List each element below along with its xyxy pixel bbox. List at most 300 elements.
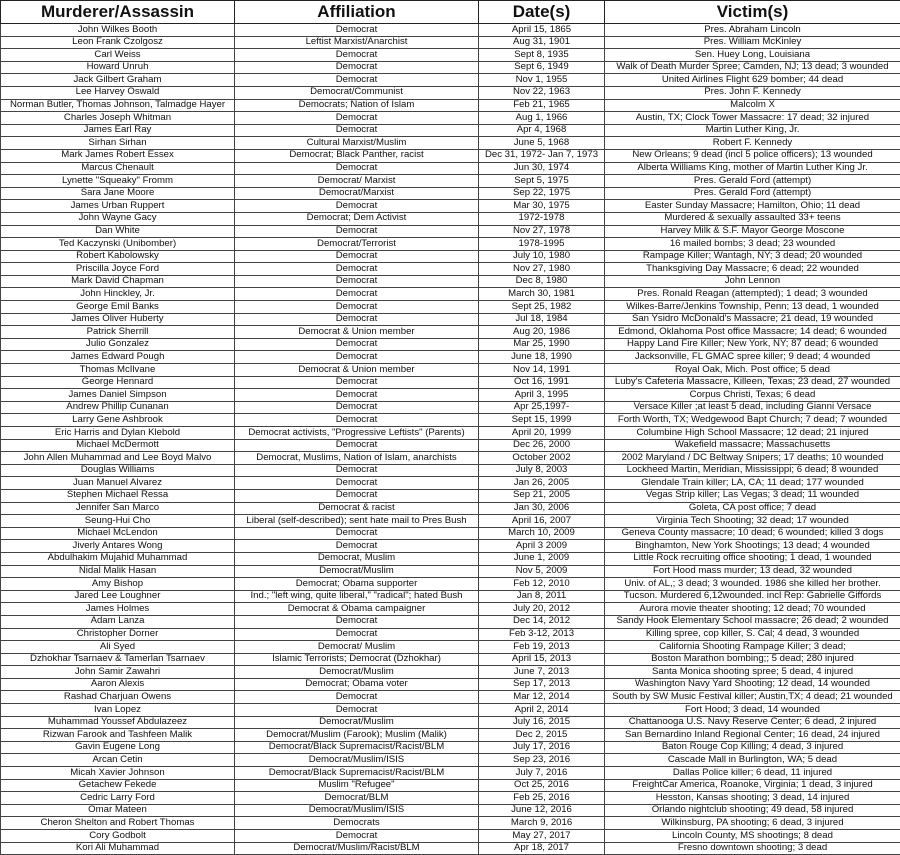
affiliation-cell: Democrat: [235, 477, 479, 490]
table-row: [1, 200, 900, 213]
murderer-cell: Juan Manuel Alvarez: [1, 477, 235, 490]
victims-cell: Jacksonville, FL GMAC spree killer; 9 dead; 4 wounded: [605, 351, 900, 364]
victims-cell: Baton Rouge Cop Killing; 4 dead, 3 injured: [605, 741, 900, 754]
date-cell: Dec 31, 1972- Jan 7, 1973: [479, 149, 605, 162]
table-row: [1, 112, 900, 125]
victims-cell: Royal Oak, Mich. Post office; 5 dead: [605, 364, 900, 377]
murderer-cell: Cheron Shelton and Robert Thomas: [1, 817, 235, 830]
affiliation-cell: Democrat/Communist: [235, 86, 479, 99]
murderer-cell: John Wilkes Booth: [1, 24, 235, 37]
date-cell: Jan 26, 2005: [479, 477, 605, 490]
table-row: [1, 464, 900, 477]
murderer-cell: Cedric Larry Ford: [1, 792, 235, 805]
murderer-cell: George Hennard: [1, 376, 235, 389]
affiliation-cell: Democrat: [235, 74, 479, 87]
table-row: [1, 641, 900, 654]
affiliation-cell: Democrat, Muslims, Nation of Islam, anarchists: [235, 452, 479, 465]
date-cell: Nov 27, 1980: [479, 263, 605, 276]
victims-cell: Wilkes-Barre/Jenkins Township, Penn; 13 dead, 1 wounded: [605, 301, 900, 314]
affiliation-cell: Democrat/ Muslim: [235, 641, 479, 654]
murderer-cell: Dan White: [1, 225, 235, 238]
murderer-cell: John Samir Zawahri: [1, 666, 235, 679]
date-cell: Sept 8, 1935: [479, 49, 605, 62]
table-row: [1, 175, 900, 188]
table-row: [1, 49, 900, 62]
date-cell: April 3 2009: [479, 540, 605, 553]
victims-cell: 16 mailed bombs; 3 dead; 23 wounded: [605, 238, 900, 251]
murderer-cell: Aaron Alexis: [1, 678, 235, 691]
date-cell: Nov 14, 1991: [479, 364, 605, 377]
murderer-cell: Marcus Chenault: [1, 162, 235, 175]
affiliation-cell: Democrat: [235, 527, 479, 540]
header-murderer-assassin: Murderer/Assassin: [1, 1, 235, 24]
table-row: [1, 792, 900, 805]
date-cell: Apr 4, 1968: [479, 124, 605, 137]
murderer-cell: John Hinckley, Jr.: [1, 288, 235, 301]
murderer-cell: Priscilla Joyce Ford: [1, 263, 235, 276]
victims-cell: Pres. John F. Kennedy: [605, 86, 900, 99]
table-row: [1, 238, 900, 251]
murderer-cell: Leon Frank Czolgosz: [1, 36, 235, 49]
affiliation-cell: Democrat: [235, 830, 479, 843]
affiliation-cell: Democrat: [235, 24, 479, 37]
table-row: [1, 515, 900, 528]
affiliation-cell: Democrat: [235, 49, 479, 62]
victims-cell: Vegas Strip killer; Las Vegas; 3 dead; 11 wounded: [605, 489, 900, 502]
table-row: [1, 24, 900, 37]
date-cell: Sept 6, 1949: [479, 61, 605, 74]
victims-cell: Killing spree, cop killer, S. Cal; 4 dead, 3 wounded: [605, 628, 900, 641]
date-cell: June 7, 2013: [479, 666, 605, 679]
murderer-cell: Micah Xavier Johnson: [1, 767, 235, 780]
affiliation-cell: Democrat: [235, 338, 479, 351]
murderer-cell: Getachew Fekede: [1, 779, 235, 792]
date-cell: Mar 12, 2014: [479, 691, 605, 704]
table-row: [1, 565, 900, 578]
date-cell: Sep 17, 2013: [479, 678, 605, 691]
table-row: [1, 502, 900, 515]
date-cell: Jun 30, 1974: [479, 162, 605, 175]
table-row: [1, 414, 900, 427]
date-cell: March 10, 2009: [479, 527, 605, 540]
murderer-cell: Michael McLendon: [1, 527, 235, 540]
table-row: [1, 137, 900, 150]
affiliation-cell: Democrat: [235, 351, 479, 364]
table-row: [1, 187, 900, 200]
victims-cell: Orlando nightclub shooting; 49 dead, 58 injured: [605, 804, 900, 817]
table-row: [1, 288, 900, 301]
affiliation-cell: Democrat: [235, 615, 479, 628]
victims-cell: Fort Hood; 3 dead, 14 wounded: [605, 704, 900, 717]
affiliation-cell: Ind.; "left wing, quite liberal," "radical"; hated Bush: [235, 590, 479, 603]
table-row: [1, 99, 900, 112]
murderer-cell: Norman Butler, Thomas Johnson, Talmadge Hayer: [1, 99, 235, 112]
date-cell: Mar 25, 1990: [479, 338, 605, 351]
affiliation-cell: Democrat: [235, 263, 479, 276]
affiliation-cell: Democrat; Dem Activist: [235, 212, 479, 225]
victims-cell: Dallas Police killer; 6 dead, 11 injured: [605, 767, 900, 780]
date-cell: Sep 22, 1975: [479, 187, 605, 200]
victims-cell: Malcolm X: [605, 99, 900, 112]
table-row: [1, 779, 900, 792]
affiliation-cell: Cultural Marxist/Muslim: [235, 137, 479, 150]
victims-cell: Univ. of AL,; 3 dead; 3 wounded. 1986 she killed her brother.: [605, 578, 900, 591]
murderer-cell: Arcan Cetin: [1, 754, 235, 767]
murderer-cell: Nidal Malik Hasan: [1, 565, 235, 578]
victims-cell: Pres. Gerald Ford (attempt): [605, 187, 900, 200]
table-row: [1, 162, 900, 175]
murderer-cell: Patrick Sherrill: [1, 326, 235, 339]
date-cell: Feb 3-12, 2013: [479, 628, 605, 641]
affiliation-cell: Democrat; Obama voter: [235, 678, 479, 691]
date-cell: Sept 5, 1975: [479, 175, 605, 188]
victims-cell: South by SW Music Festival killer; Austin,TX; 4 dead; 21 wounded: [605, 691, 900, 704]
table-row: [1, 804, 900, 817]
table-row: [1, 263, 900, 276]
date-cell: Dec 2, 2015: [479, 729, 605, 742]
affiliation-cell: Democrat: [235, 401, 479, 414]
victims-cell: Columbine High School Massacre; 12 dead; 21 injured: [605, 427, 900, 440]
affiliation-cell: Democrat & Obama campaigner: [235, 603, 479, 616]
affiliation-cell: Democrat; Black Panther, racist: [235, 149, 479, 162]
murderer-cell: George Emil Banks: [1, 301, 235, 314]
affiliation-cell: Democrat/Terrorist: [235, 238, 479, 251]
victims-cell: Tucson. Murdered 6,12wounded. incl Rep: Gabrielle Giffords: [605, 590, 900, 603]
victims-cell: Pres. Gerald Ford (attempt): [605, 175, 900, 188]
affiliation-cell: Democrat/BLM: [235, 792, 479, 805]
affiliation-cell: Democrat: [235, 439, 479, 452]
victims-cell: Alberta Williams King, mother of Martin Luther King Jr.: [605, 162, 900, 175]
victims-cell: Luby's Cafeteria Massacre, Killeen, Texas; 23 dead, 27 wounded: [605, 376, 900, 389]
murderer-cell: Stephen Michael Ressa: [1, 489, 235, 502]
affiliation-cell: Democrat: [235, 112, 479, 125]
affiliation-cell: Democrat/Muslim (Farook); Muslim (Malik): [235, 729, 479, 742]
date-cell: July 7, 2016: [479, 767, 605, 780]
table-row: [1, 124, 900, 137]
murderer-cell: Thomas McIlvane: [1, 364, 235, 377]
affiliation-cell: Democrat: [235, 200, 479, 213]
victims-cell: Wakefield massacre; Massachusetts: [605, 439, 900, 452]
murderer-cell: John Wayne Gacy: [1, 212, 235, 225]
affiliation-cell: Democrats: [235, 817, 479, 830]
affiliation-cell: Democrat: [235, 301, 479, 314]
table-row: [1, 678, 900, 691]
murderer-cell: James Earl Ray: [1, 124, 235, 137]
murderer-cell: Amy Bishop: [1, 578, 235, 591]
table-row: [1, 212, 900, 225]
victims-cell: Harvey Milk & S.F. Mayor George Moscone: [605, 225, 900, 238]
victims-cell: John Lennon: [605, 275, 900, 288]
date-cell: July 10, 1980: [479, 250, 605, 263]
murderer-cell: Omar Mateen: [1, 804, 235, 817]
murderer-cell: James Oliver Huberty: [1, 313, 235, 326]
table-row: [1, 653, 900, 666]
date-cell: July 17, 2016: [479, 741, 605, 754]
victims-cell: Sen. Huey Long, Louisiana: [605, 49, 900, 62]
victims-cell: Glendale Train killer; LA, CA; 11 dead; 177 wounded: [605, 477, 900, 490]
affiliation-cell: Democrat; Obama supporter: [235, 578, 479, 591]
date-cell: Apr 18, 2017: [479, 842, 605, 855]
table-body: [1, 24, 900, 855]
table-row: [1, 767, 900, 780]
table-row: [1, 338, 900, 351]
table-row: [1, 351, 900, 364]
date-cell: April 3, 1995: [479, 389, 605, 402]
table-row: [1, 489, 900, 502]
affiliation-cell: Democrat/Marxist: [235, 187, 479, 200]
table-row: [1, 666, 900, 679]
date-cell: Sept 25, 1982: [479, 301, 605, 314]
affiliation-cell: Democrat: [235, 376, 479, 389]
victims-cell: Robert F. Kennedy: [605, 137, 900, 150]
table-row: [1, 704, 900, 717]
murderer-cell: Christopher Dorner: [1, 628, 235, 641]
date-cell: Feb 25, 2016: [479, 792, 605, 805]
affiliation-cell: Democrat: [235, 250, 479, 263]
affiliation-cell: Democrats; Nation of Islam: [235, 99, 479, 112]
affiliation-cell: Democrat/Muslim/ISIS: [235, 804, 479, 817]
affiliation-cell: Muslim "Refugee": [235, 779, 479, 792]
affiliation-cell: Democrat: [235, 124, 479, 137]
date-cell: Feb 21, 1965: [479, 99, 605, 112]
table-row: [1, 61, 900, 74]
affiliation-cell: Democrat, Muslim: [235, 552, 479, 565]
affiliation-cell: Democrat: [235, 540, 479, 553]
murderer-cell: Lee Harvey Oswald: [1, 86, 235, 99]
table-row: [1, 439, 900, 452]
victims-cell: Austin, TX; Clock Tower Massacre: 17 dead; 32 injured: [605, 112, 900, 125]
table-row: [1, 741, 900, 754]
victims-cell: California Shooting Rampage Killer; 3 dead;: [605, 641, 900, 654]
date-cell: April 20, 1999: [479, 427, 605, 440]
affiliation-cell: Democrat: [235, 162, 479, 175]
murderer-cell: Andrew Phillip Cunanan: [1, 401, 235, 414]
victims-cell: Cascade Mall in Burlington, WA; 5 dead: [605, 754, 900, 767]
table-row: [1, 401, 900, 414]
victims-cell: Chattanooga U.S. Navy Reserve Center; 6 dead, 2 injured: [605, 716, 900, 729]
affiliation-cell: Democrat: [235, 288, 479, 301]
victims-cell: Wilkinsburg, PA shooting; 6 dead, 3 injured: [605, 817, 900, 830]
table-row: [1, 603, 900, 616]
affiliation-cell: Democrat & Union member: [235, 326, 479, 339]
victims-cell: Goleta, CA post office; 7 dead: [605, 502, 900, 515]
date-cell: Oct 16, 1991: [479, 376, 605, 389]
affiliation-cell: Democrat/Muslim/Racist/BLM: [235, 842, 479, 855]
murderer-cell: Rashad Charjuan Owens: [1, 691, 235, 704]
victims-cell: Forth Worth, TX; Wedgewood Bapt Church; 7 dead; 7 wounded: [605, 414, 900, 427]
affiliation-cell: Democrat: [235, 225, 479, 238]
header-dates: Date(s): [479, 1, 605, 24]
date-cell: March 9, 2016: [479, 817, 605, 830]
victims-cell: Walk of Death Murder Spree; Camden, NJ; 13 dead; 3 wounded: [605, 61, 900, 74]
affiliation-cell: Democrat/ Marxist: [235, 175, 479, 188]
murderer-cell: Jiverly Antares Wong: [1, 540, 235, 553]
table-row: [1, 326, 900, 339]
header-victims: Victim(s): [605, 1, 900, 24]
murderer-cell: Jack Gilbert Graham: [1, 74, 235, 87]
date-cell: Jan 30, 2006: [479, 502, 605, 515]
victims-cell: Lockheed Martin, Meridian, Mississippi; 6 dead; 8 wounded: [605, 464, 900, 477]
murderer-cell: Eric Harris and Dylan Klebold: [1, 427, 235, 440]
date-cell: Feb 12, 2010: [479, 578, 605, 591]
date-cell: Sep 21, 2005: [479, 489, 605, 502]
table-row: [1, 754, 900, 767]
victims-cell: Martin Luther King, Jr.: [605, 124, 900, 137]
table-row: [1, 427, 900, 440]
victims-cell: Washington Navy Yard Shooting; 12 dead, 14 wounded: [605, 678, 900, 691]
murderer-cell: Jennifer San Marco: [1, 502, 235, 515]
affiliation-cell: Leftist Marxist/Anarchist: [235, 36, 479, 49]
murderer-cell: James Daniel Simpson: [1, 389, 235, 402]
victims-cell: Versace Killer ;at least 5 dead, including Gianni Versace: [605, 401, 900, 414]
table-row: [1, 149, 900, 162]
table-row: [1, 225, 900, 238]
date-cell: Sep 23, 2016: [479, 754, 605, 767]
victims-cell: San Ysidro McDonald's Massacre; 21 dead, 19 wounded: [605, 313, 900, 326]
murderer-cell: Seung-Hui Cho: [1, 515, 235, 528]
murderer-cell: Larry Gene Ashbrook: [1, 414, 235, 427]
date-cell: April 2, 2014: [479, 704, 605, 717]
affiliation-cell: Democrat: [235, 489, 479, 502]
murderer-cell: Sara Jane Moore: [1, 187, 235, 200]
affiliation-cell: Liberal (self-described); sent hate mail to Pres Bush: [235, 515, 479, 528]
murderer-cell: Douglas Williams: [1, 464, 235, 477]
murderer-cell: Gavin Eugene Long: [1, 741, 235, 754]
murderer-cell: Michael McDermott: [1, 439, 235, 452]
victims-cell: Edmond, Oklahoma Post office Massacre; 14 dead; 6 wounded: [605, 326, 900, 339]
affiliation-cell: Democrat/Muslim: [235, 716, 479, 729]
murderer-cell: James Urban Ruppert: [1, 200, 235, 213]
murderer-cell: Abdulhakim Mujahid Muhammad: [1, 552, 235, 565]
victims-cell: Pres. Abraham Lincoln: [605, 24, 900, 37]
date-cell: Nov 27, 1978: [479, 225, 605, 238]
murderer-cell: Sirhan Sirhan: [1, 137, 235, 150]
victims-cell: Lincoln County, MS shootings; 8 dead: [605, 830, 900, 843]
table-row: [1, 691, 900, 704]
murderer-cell: James Edward Pough: [1, 351, 235, 364]
date-cell: 1972-1978: [479, 212, 605, 225]
date-cell: Oct 25, 2016: [479, 779, 605, 792]
table-row: [1, 477, 900, 490]
table-row: [1, 716, 900, 729]
date-cell: Dec 26, 2000: [479, 439, 605, 452]
date-cell: July 16, 2015: [479, 716, 605, 729]
affiliation-cell: Democrat: [235, 414, 479, 427]
date-cell: Aug 31, 1901: [479, 36, 605, 49]
table-row: [1, 628, 900, 641]
victims-cell: Binghamton, New York Shootings; 13 dead; 4 wounded: [605, 540, 900, 553]
victims-cell: Easter Sunday Massacre; Hamilton, Ohio; 11 dead: [605, 200, 900, 213]
murderer-cell: James Holmes: [1, 603, 235, 616]
date-cell: Dec 14, 2012: [479, 615, 605, 628]
murderer-cell: Ali Syed: [1, 641, 235, 654]
affiliation-cell: Democrat: [235, 691, 479, 704]
date-cell: July 20, 2012: [479, 603, 605, 616]
murderer-cell: Charles Joseph Whitman: [1, 112, 235, 125]
victims-cell: Boston Marathon bombing;; 5 dead; 280 injured: [605, 653, 900, 666]
affiliation-cell: Democrat/Muslim: [235, 666, 479, 679]
affiliation-cell: Democrat & Union member: [235, 364, 479, 377]
murderer-cell: Julio Gonzalez: [1, 338, 235, 351]
affiliation-cell: Democrat activists, "Progressive Leftists" (Parents): [235, 427, 479, 440]
table-row: [1, 552, 900, 565]
affiliation-cell: Islamic Terrorists; Democrat (Dzhokhar): [235, 653, 479, 666]
date-cell: April 15, 2013: [479, 653, 605, 666]
date-cell: April 15, 1865: [479, 24, 605, 37]
table-row: [1, 729, 900, 742]
murderer-cell: Lynette "Squeaky" Fromm: [1, 175, 235, 188]
victims-cell: United Airlines Flight 629 bomber; 44 dead: [605, 74, 900, 87]
murderer-cell: Jared Lee Loughner: [1, 590, 235, 603]
affiliation-cell: Democrat/Muslim: [235, 565, 479, 578]
date-cell: Aug 1, 1966: [479, 112, 605, 125]
victims-cell: Fresno downtown shooting; 3 dead: [605, 842, 900, 855]
table-row: [1, 250, 900, 263]
date-cell: Sept 15, 1999: [479, 414, 605, 427]
date-cell: Apr 25,1997-: [479, 401, 605, 414]
murderer-cell: Mark James Robert Essex: [1, 149, 235, 162]
date-cell: Mar 30, 1975: [479, 200, 605, 213]
table-row: [1, 817, 900, 830]
murderer-cell: Dzhokhar Tsarnaev & Tamerlan Tsarnaev: [1, 653, 235, 666]
victims-cell: FreightCar America, Roanoke, Virginia; 1 dead, 3 injured: [605, 779, 900, 792]
table-row: [1, 364, 900, 377]
victims-cell: Aurora movie theater shooting; 12 dead; 70 wounded: [605, 603, 900, 616]
affiliation-cell: Democrat: [235, 628, 479, 641]
murderer-cell: Carl Weiss: [1, 49, 235, 62]
affiliation-cell: Democrat & racist: [235, 502, 479, 515]
date-cell: Dec 8, 1980: [479, 275, 605, 288]
affiliation-cell: Democrat: [235, 61, 479, 74]
table-row: [1, 615, 900, 628]
murderer-cell: Ivan Lopez: [1, 704, 235, 717]
table-row: [1, 452, 900, 465]
date-cell: June 12, 2016: [479, 804, 605, 817]
table-row: [1, 830, 900, 843]
murderer-cell: Muhammad Youssef Abdulazeez: [1, 716, 235, 729]
table-row: [1, 301, 900, 314]
date-cell: 1978-1995: [479, 238, 605, 251]
table-row: [1, 842, 900, 855]
victims-cell: Thanksgiving Day Massacre; 6 dead; 22 wounded: [605, 263, 900, 276]
affiliation-cell: Democrat: [235, 704, 479, 717]
affiliation-cell: Democrat: [235, 313, 479, 326]
table-row: [1, 389, 900, 402]
victims-cell: Virginia Tech Shooting; 32 dead; 17 wounded: [605, 515, 900, 528]
victims-cell: 2002 Maryland / DC Beltway Snipers; 17 deaths; 10 wounded: [605, 452, 900, 465]
victims-cell: Happy Land Fire Killer; New York, NY; 87 dead; 6 wounded: [605, 338, 900, 351]
victims-cell: Sandy Hook Elementary School massacre; 26 dead; 2 wounded: [605, 615, 900, 628]
date-cell: June 5, 1968: [479, 137, 605, 150]
header-row: [1, 1, 900, 24]
table-row: [1, 527, 900, 540]
victims-cell: Santa Monica shooting spree; 5 dead, 4 injured: [605, 666, 900, 679]
date-cell: June 1, 2009: [479, 552, 605, 565]
victims-cell: Pres. William McKinley: [605, 36, 900, 49]
table-row: [1, 74, 900, 87]
affiliation-cell: Democrat/Black Supremacist/Racist/BLM: [235, 741, 479, 754]
murderer-cell: Ted Kaczynski (Unibomber): [1, 238, 235, 251]
table-row: [1, 313, 900, 326]
date-cell: Aug 20, 1986: [479, 326, 605, 339]
victims-cell: Fort Hood mass murder; 13 dead, 32 wounded: [605, 565, 900, 578]
murderer-cell: Adam Lanza: [1, 615, 235, 628]
victims-cell: Rampage Killer; Wantagh, NY; 3 dead; 20 wounded: [605, 250, 900, 263]
table-row: [1, 578, 900, 591]
date-cell: June 18, 1990: [479, 351, 605, 364]
table-row: [1, 590, 900, 603]
date-cell: Nov 1, 1955: [479, 74, 605, 87]
